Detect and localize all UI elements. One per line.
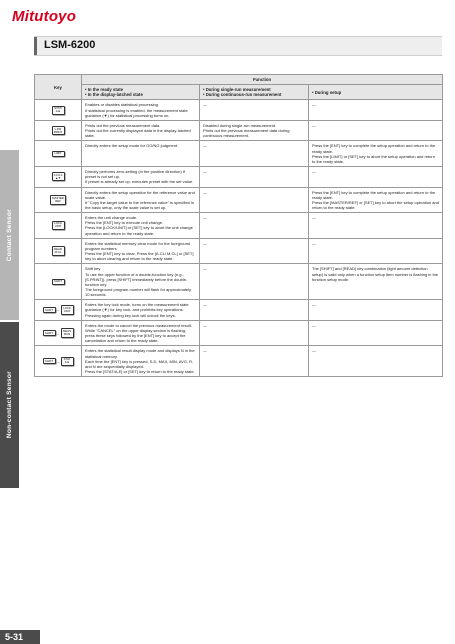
table-row	[35, 213, 443, 239]
arrow-icon: →	[56, 307, 60, 313]
ready-state-cell: Enters the statistical result display mode and displays N in the statistical memory. Each time the [ENT] key is pressed, S.D, MAX, MIN, AVG, R, and N are sequentially displayed. Press the [STAT/A.E] or [SET] key to return to the ready state.	[82, 346, 200, 377]
table-row	[35, 120, 443, 140]
arrow-icon: →	[56, 358, 60, 364]
key-icon: READ M.CL	[52, 246, 65, 255]
setup-cell: —	[309, 167, 443, 187]
setup-cell: —	[309, 238, 443, 264]
key-cell	[35, 320, 82, 346]
key-cell	[35, 238, 82, 264]
key-icon: MASTER REF	[52, 195, 64, 203]
key-icon: L.P.R PRINT	[52, 126, 65, 135]
measurement-cell: —	[200, 238, 309, 264]
title-accent	[34, 37, 37, 55]
ready-state-cell: Enters the mode to cancel the previous measurement result. While "CANCEL" on the upper display section is flashing, press these keys followed by the [ENT] key to accept the cancellation and return to the ready state.	[82, 320, 200, 346]
measurement-cell: —	[200, 300, 309, 320]
key-cell	[35, 120, 82, 140]
table-row	[35, 320, 443, 346]
key-icon: MEAS RUN	[61, 328, 74, 337]
ready-state-cell: Directly enters the setup mode for GO/NG judgment.	[82, 141, 200, 167]
table-row	[35, 100, 443, 120]
measurement-cell: —	[200, 167, 309, 187]
contact-sensor-tab-label: Contact Sensor	[6, 208, 13, 262]
setup-cell: —	[309, 320, 443, 346]
key-icon: STAT A.E	[61, 357, 74, 366]
key-cell	[35, 346, 82, 377]
page-number-bar	[0, 630, 40, 644]
key-cell	[35, 213, 82, 239]
table-row	[35, 300, 443, 320]
table-row	[35, 187, 443, 213]
non-contact-sensor-tab-label: Non-contact Sensor	[6, 371, 13, 439]
setup-cell: Press the [ENT] key to complete the setup operation and return to the ready state. Press the [LIMIT] or [SET] key to abort the setup operation and return to the ready state.	[309, 141, 443, 167]
setup-cell: Press the [ENT] key to complete the setup operation and return to the ready state. Press the [MASTER/REF] or [SET] key to abort the setup operation and return to the ready state.	[309, 187, 443, 213]
ready-state-cell: Directly performs zero-setting (in the positive direction) if preset is not set up. If preset is already set up, executes preset with the set value.	[82, 167, 200, 187]
ready-state-cell: Enters the unit change mode. Press the [ENT] key to execute unit change. Press the [LOCK/UNIT] or [SET] key to abort the unit change operation and return to the ready state.	[82, 213, 200, 239]
table-row	[35, 346, 443, 377]
ready-state-header: • In the ready state • In the display-latched state	[82, 85, 200, 100]
table-row	[35, 238, 443, 264]
measurement-cell: —	[200, 141, 309, 167]
key-function-table	[34, 74, 443, 377]
page-number: 5-31	[5, 632, 24, 642]
key-cell	[35, 141, 82, 167]
table-row	[35, 141, 443, 167]
ready-state-cell: Prints out the previous measurement data. Prints out the currently displayed data in the display-latched state.	[82, 120, 200, 140]
setup-cell: —	[309, 100, 443, 120]
key-icon: LIMIT	[52, 151, 65, 157]
key-icon: LOCK UNIT	[61, 305, 74, 314]
setup-cell: —	[309, 213, 443, 239]
setup-cell: The [SHIFT] and [READ] key combination (light amount detection setup) is valid only when a function setup item number is flashing in the function setup mode.	[309, 264, 443, 300]
setup-cell: —	[309, 346, 443, 377]
setup-cell: —	[309, 120, 443, 140]
key-cell	[35, 264, 82, 300]
key-icon: SHIFT	[43, 358, 56, 364]
setup-cell: —	[309, 300, 443, 320]
contact-sensor-tab	[0, 150, 19, 320]
key-icon: SHIFT	[43, 330, 56, 336]
key-cell	[35, 300, 82, 320]
measurement-cell: —	[200, 320, 309, 346]
key-icon: 0.0.0.0 ▲▼	[52, 172, 65, 181]
brand-logo: Mitutoyo	[12, 8, 77, 25]
table-body	[35, 100, 443, 377]
model-title: LSM-6200	[44, 39, 96, 51]
measurement-cell: —	[200, 187, 309, 213]
ready-state-cell: Shift key To use the upper function of a double-function key (e.g., [S.PRINT]), press [SHIFT] immediately before the double-function key. The foreground program number will flash for approximately 10 seconds.	[82, 264, 200, 300]
setup-header: • During setup	[309, 85, 443, 100]
key-icon: SHIFT	[43, 307, 56, 313]
measurement-cell: —	[200, 264, 309, 300]
key-icon: STAT/ A.E	[52, 106, 65, 115]
table-row	[35, 264, 443, 300]
key-cell	[35, 167, 82, 187]
ready-state-cell: Directly enters the setup operation for the reference value and scale value. If "Copy the target value to the reference value" is specified in the basic setup, only the scale value is set up.	[82, 187, 200, 213]
key-icon: SHIFT	[52, 279, 65, 285]
measurement-cell: —	[200, 100, 309, 120]
ready-state-cell: Enters the statistical memory clear mode for the foreground program numbers Press the [ENT] key to clear. Press the [A.CL/ M.CL] or [SET] key to abort clearing and return to the ready state.	[82, 238, 200, 264]
measurement-cell: Disabled during single-run measurement. Prints out the previous measurement data during continuous measurement.	[200, 120, 309, 140]
key-cell	[35, 187, 82, 213]
key-cell	[35, 100, 82, 120]
ready-state-cell: Enters the key lock mode, turns on the measurement state guidance (▼) for key lock, and prohibits key operations. Pressing again during key lock will unlock the keys.	[82, 300, 200, 320]
measurement-cell: —	[200, 346, 309, 377]
ready-state-cell: Enables or disables statistical processing. If statistical processing is enabled, the measurement state guidance (▼) for statistical processing turns on.	[82, 100, 200, 120]
non-contact-sensor-tab	[0, 322, 19, 488]
key-icon: LOCK UNIT	[52, 221, 65, 230]
function-column-header: Function	[82, 75, 443, 85]
measurement-cell: —	[200, 213, 309, 239]
measurement-header: • During single-run measurement • During continuous-run measurement	[200, 85, 309, 100]
key-column-header: Key	[35, 75, 82, 100]
arrow-icon: →	[56, 330, 60, 336]
table-row	[35, 167, 443, 187]
model-title-bar	[34, 36, 442, 56]
